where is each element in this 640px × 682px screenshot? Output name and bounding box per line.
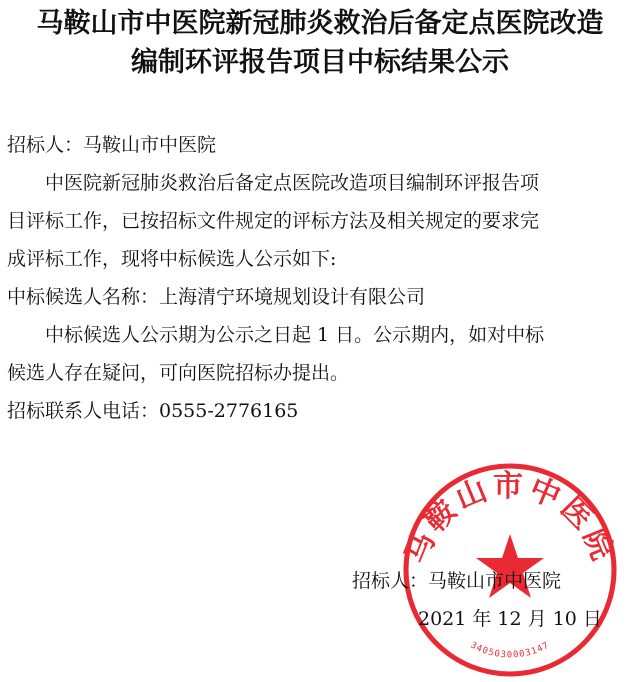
paragraph-2-line-2: 候选人存在疑问，可向医院招标办提出。 [7, 362, 350, 384]
paragraph-1-line-3: 成评标工作，现将中标候选人公示如下: [7, 248, 337, 270]
paragraph-1-line-1: 中医院新冠肺炎救治后备定点医院改造项目编制环评报告项 [45, 172, 540, 194]
signature-tenderer: 招标人：马鞍山市中医院 [352, 570, 562, 592]
svg-text:3405030003147: 3405030003147 [468, 640, 552, 661]
tenderer-line: 招标人：马鞍山市中医院 [7, 134, 217, 156]
signature-date: 2021 年 12 月 10 日 [418, 608, 602, 630]
svg-text:马鞍山市中医院: 马鞍山市中医院 [398, 469, 622, 569]
notice-title-line-1: 马鞍山市中医院新冠肺炎救治后备定点医院改造 [36, 8, 604, 39]
notice-title-line-2: 编制环评报告项目中标结果公示 [131, 47, 509, 78]
candidate-name-line: 中标候选人名称：上海清宁环境规划设计有限公司 [7, 286, 426, 308]
contact-phone-line: 招标联系人电话：0555-2776165 [7, 400, 299, 422]
paragraph-1-line-2: 目评标工作，已按招标文件规定的评标方法及相关规定的要求完 [7, 210, 540, 232]
paragraph-2-line-1: 中标候选人公示期为公示之日起 1 日。公示期内，如对中标 [45, 324, 545, 346]
